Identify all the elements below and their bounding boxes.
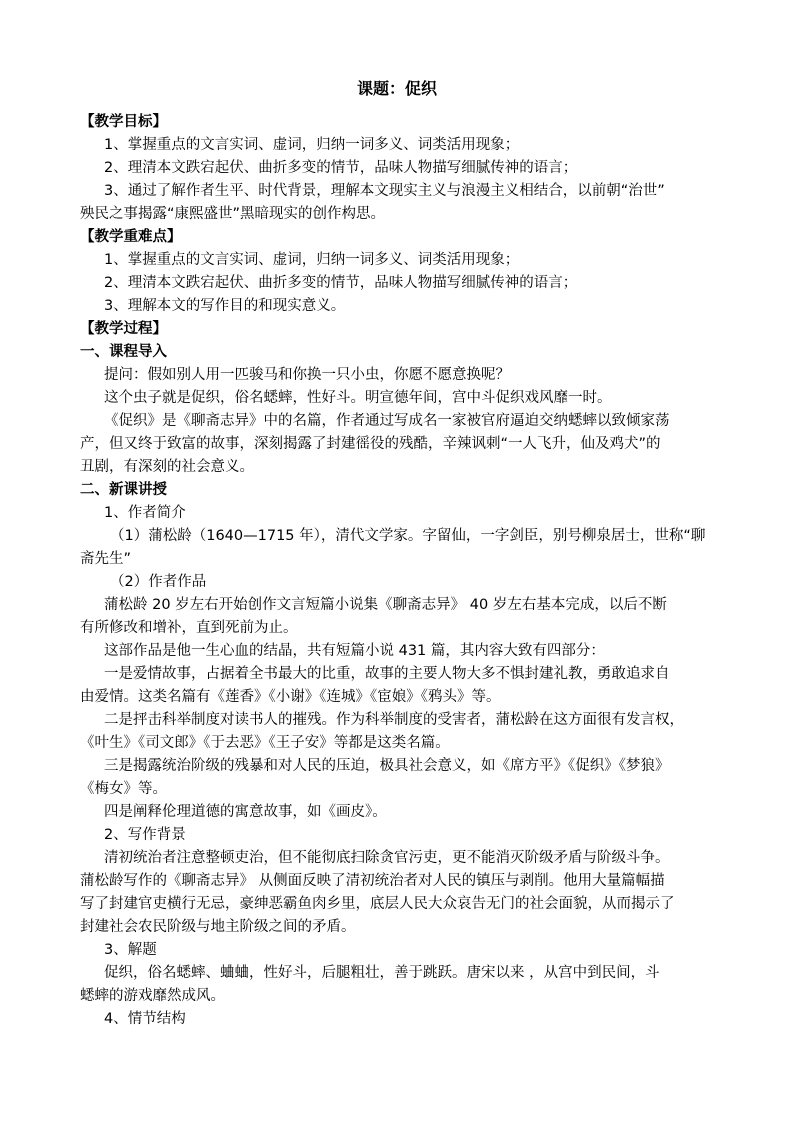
paragraph-line: 写了封建官吏横行无忌，豪绅恶霸鱼肉乡里，底层人民大众哀告无门的社会面貌，从而揭示了 [80,896,675,912]
subheading-background: 2、写作背景 [104,827,186,843]
paragraph-line: 这部作品是他一生心血的结晶，共有短篇小说 431 篇，其内容大致有四部分： [104,643,605,659]
paragraph-line: 四是阐释伦理道德的寓意故事，如《画皮》。 [104,804,387,820]
paragraph-line: 《促织》是《聊斋志异》中的名篇，作者通过写成名一家被官府逼迫交纳蟋蟀以致倾家荡 [104,413,670,429]
goal-3-cont: 殃民之事揭露“康熙盛世”黑暗现实的创作构思。 [80,206,386,222]
paragraph-line: 蒲松龄 20 岁左右开始创作文言短篇小说集《聊斋志异》 40 岁左右基本完成，以后不断 [104,597,667,613]
paragraph-line: 三是揭露统治阶级的残暴和对人民的压迫，极具社会意义，如《席方平》《促织》《梦狼》 [104,758,670,774]
subheading-title-explanation: 3、解题 [104,942,157,958]
goal-1: 1、掌握重点的文言实词、虚词，归纳一词多义、词类活用现象； [104,137,520,153]
subheading-works: （2）作者作品 [110,574,207,590]
paragraph-line: 一是爱情故事，占据着全书最大的比重，故事的主要人物大多不惧封建礼教，勇敢追求自 [104,666,670,682]
paragraph-line: （1）蒲松龄（1640—1715 年），清代文学家。字留仙，一字剑臣，别号柳泉居士，世称“聊 [110,528,706,544]
paragraph-line: 丑剧，有深刻的社会意义。 [80,459,254,475]
goal-2: 2、理清本文跌宕起伏、曲折多变的情节，品味人物描写细腻传神的语言； [104,160,578,176]
key-point-1: 1、掌握重点的文言实词、虚词，归纳一词多义、词类活用现象； [104,252,520,268]
heading-teaching-process: 【教学过程】 [80,321,167,337]
subheading-author: 1、作者简介 [104,505,186,521]
paragraph-line: 蟋蟀的游戏靡然成风。 [80,988,225,1004]
paragraph-line: 这个虫子就是促织，俗名蟋蟀，性好斗。明宣德年间，宫中斗促织戏风靡一时。 [104,390,612,406]
paragraph-line: 蒲松龄写作的《聊斋志异》 从侧面反映了清初统治者对人民的镇压与剥削。他用大量篇幅描 [80,873,665,889]
key-point-2: 2、理清本文跌宕起伏、曲折多变的情节，品味人物描写细腻传神的语言； [104,275,578,291]
paragraph-line: 封建社会农民阶级与地主阶级之间的矛盾。 [80,919,356,935]
paragraph-line: 《叶生》《司文郎》《于去恶》《王子安》等都是这类名篇。 [80,735,450,751]
paragraph-line: 二是抨击科举制度对读书人的摧残。作为科举制度的受害者，蒲松龄在这方面很有发言权， [104,712,684,728]
paragraph-line: 促织，俗名蟋蟀、蛐蛐，性好斗，后腿粗壮，善于跳跃。唐宋以来 ，从宫中到民间，斗 [104,965,660,981]
key-point-3: 3、理解本文的写作目的和现实意义。 [104,298,346,314]
subheading-plot-structure: 4、情节结构 [104,1011,186,1027]
paragraph-line: 斋先生” [80,551,132,567]
paragraph-line: 提问：假如别人用一匹骏马和你换一只小虫，你愿不愿意换呢？ [104,367,510,383]
section-2-heading: 二、新课讲授 [80,482,167,498]
paragraph-line: 有所修改和增补，直到死前为止。 [80,620,298,636]
paragraph-line: 《梅女》等。 [80,781,167,797]
goal-3: 3、通过了解作者生平、时代背景，理解本文现实主义与浪漫主义相结合，以前朝“治世” [104,183,665,199]
section-1-heading: 一、课程导入 [80,344,167,360]
heading-key-points: 【教学重难点】 [80,229,182,245]
page-title: 课题：促织 [356,79,437,98]
paragraph-line: 由爱情。这类名篇有《莲香》《小谢》《连城》《宦娘》《鸦头》等。 [80,689,501,705]
paragraph-line: 产，但又终于致富的故事，深刻揭露了封建徭役的残酷，辛辣讽刺“一人飞升，仙及鸡犬”的 [80,436,661,452]
heading-teaching-goals: 【教学目标】 [80,114,167,130]
paragraph-line: 清初统治者注意整顿吏治，但不能彻底扫除贪官污吏，更不能消灭阶级矛盾与阶级斗争。 [104,850,670,866]
